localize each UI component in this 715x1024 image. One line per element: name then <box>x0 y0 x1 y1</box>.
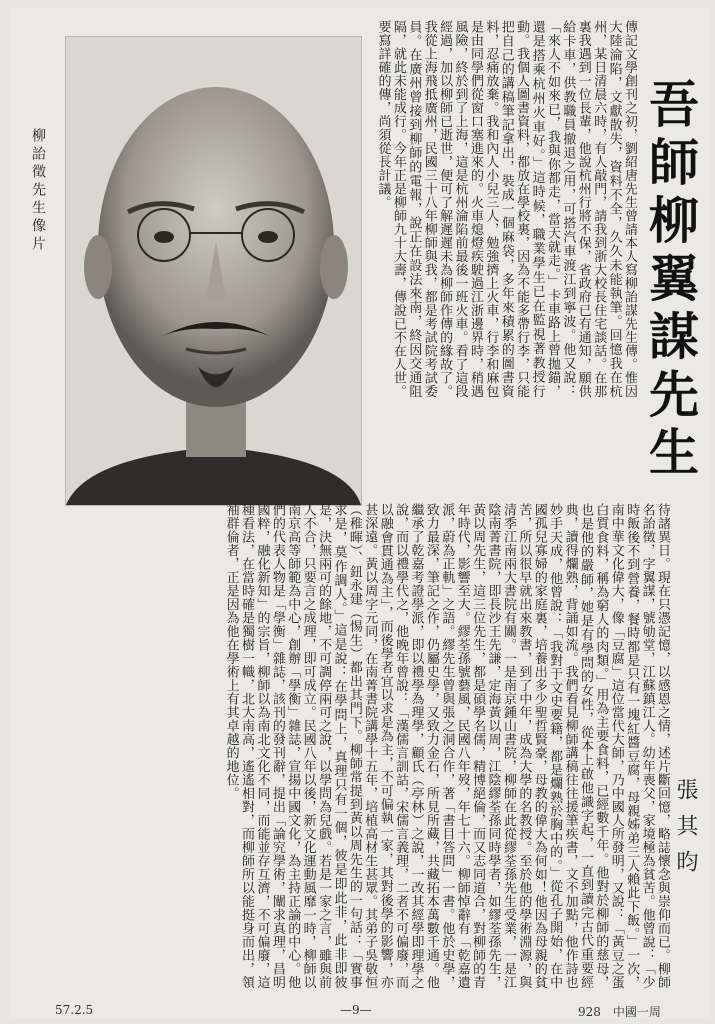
article-author: 張其昀 <box>673 778 698 886</box>
article-page <box>10 8 710 1018</box>
footer-issue-label: 928 中國一周 <box>578 1005 661 1019</box>
portrait-illustration <box>66 37 361 505</box>
article-body-top: 傳記文學創刊之初，劉紹唐先生曾請本人寫柳詒謀先生傳。惟因大陸淪陷，文獻散失，資料不全，久久未能執筆。回憶我在杭州，某日清晨六時，有人敲門，請我到浙大校長住宅談話。在那裏我遇到一位長輩，他說杭州行將不保，省政府已有通知，願供給卡車，供教職員撤退之用，可搭汽車渡江到寧波。他又說：「來人不如來已，我與你都走，當天就走。」卡車路上曾拋錨，還是搭乘杭州火車好。」這時候，職業學生已在監視著教授行動。我個人圖書資料，都放在學校裏，因為不能多帶行李，只能把自己的講稿筆記拿出，裝成一個麻袋，多年來積累的圖書資料，忍痛放棄。我和內人小兒三人，勉強擠上火車，行李和麻包是由同學們從窗口塞進來的。火車熄燈疾駛過江浙邊界時，稍遇風險，終於到了上海，這是杭州淪陷前最後一班火車。看了這段經過，加以柳師已逝世，便可了解遲遲未為柳師作傳的緣故了。我從上海飛抵廣州，民國三十八年柳師與我，都是考試院考試委員。在廣州曾接到柳師的電報，說正在設法來南，終因交通阻隔，就此未能成行。今年正是柳師九十大壽，傳說已不在人世。要寫詳確的傳，尚須從長計議。 <box>375 20 637 398</box>
article-title: 吾師柳翼謀先生 <box>641 78 700 484</box>
footer-date: 57.2.5 <box>55 1003 94 1017</box>
footer-page-number: —9— <box>340 1003 372 1017</box>
photo-caption: 柳詒徵先生像片 <box>30 128 46 254</box>
article-body-bottom: 待諸異日。現在只憑記憶，以感恩之情，述片斷回憶，略誌懷念與崇仰而已。柳師名詒徵，字翼謀，號劬堂，江蘇鎮江人。幼年喪父，家境極為貧苦。他曾說：「少時飯後不到營養，餐時都是只有一塊紅醬豆腐，母親姊弟三人賴此下飯。」一次，南中華文化偉大，像「豆腐」這位當代大師，乃中國人所發明，又說：「黃豆之蛋白質食料，稱為窮人的肉類。」用為主要食料，已經數千年。他對於柳師的慈母，也是他的嚴師，她是有學問的女性，從本上啟他識字起，一直到讀完古代重要經典，讀得爛熟，背誦如流。我們看見柳師講稿往往援筆疾書，文不加點，他作詩也妙手天成，他曾說：「我對于文史要籍，都是爛熟於胸中的。」從孔子開始，在中國孤兒寡婦的家庭裏，培養出多少聖哲賢豪，母教的偉大為何如！他因為母親的貧苦，所以很早就出來教書，到了中年，成為大學的名教授。至於他的學術淵源，與清季江南兩大書院有關。一是南京鍾山書院，柳師在此從繆荃孫先生受業，一是江陰南菁書院，即長沙王先謙，定海黃以周，江陰繆荃孫同時學者，如繆荃孫先生，黃以周先生，這三位先生，都是碩學名儒，精博絕倫，而又志同道合，對柳師的青年時代，影響至大。繆荃孫號藝風，民國八年歿，年七十六。柳師悼辭有「乾嘉遺派，蔚為正軌」之語。繆先生曾與張之洞合作，著「書目答問」一書。他於史學，致力最深，筆記之作，仍屬史學，又致力金石，所見所藏，共藏拓本萬數千通。他繼承了乾嘉考證學派，即以禮學為理學，顧氏（亭林）之說，一改其經學即理學之說，而以禮學代之，他晚年曾說：「漢儒言訓詁，宋儒言義理，二者不可偏廢，而以融會貫通為主」，而後學者宜以求是為主，不可偏執一家，其對後學的影響，亦甚深遠。黃以周字元同，在南菁書院講學十五年，培植高材生甚眾。其弟子吳敬恒（稚暉）、鈕永建（惕生）都出其門下。柳師常提到黃以周先生的一句話：「實事求是，莫作調人。」這是說：在學問上，真理只有一個，彼是即此非，此非即彼是，決無兩可的餘地，不可調停兩可之說，以學問為兒戲。若是一家之言，雖與前人不合，只要言之成理，即可成立。民國八年以後，新文化運動風靡一時，柳師以南京高等師範為中心，創辦「學衡」雜誌，宣揚中國文化，為主持正論的中心。他們的代表人物是「學衡」雜誌，該刊的發刊辭，提出「論究學術，闡求真理，昌明國粹，融化新知」的宗旨，柳師以為南北文化不同，而能並存互濟，不可偏廢，這種看法，在當時確是獨樹一幟，北大南高，遙遙相對，而柳師所以能挺身而出，領袖群倫者，正是因為他在學術上有其卓越的地位。 <box>223 503 670 989</box>
portrait-photo <box>65 36 362 506</box>
